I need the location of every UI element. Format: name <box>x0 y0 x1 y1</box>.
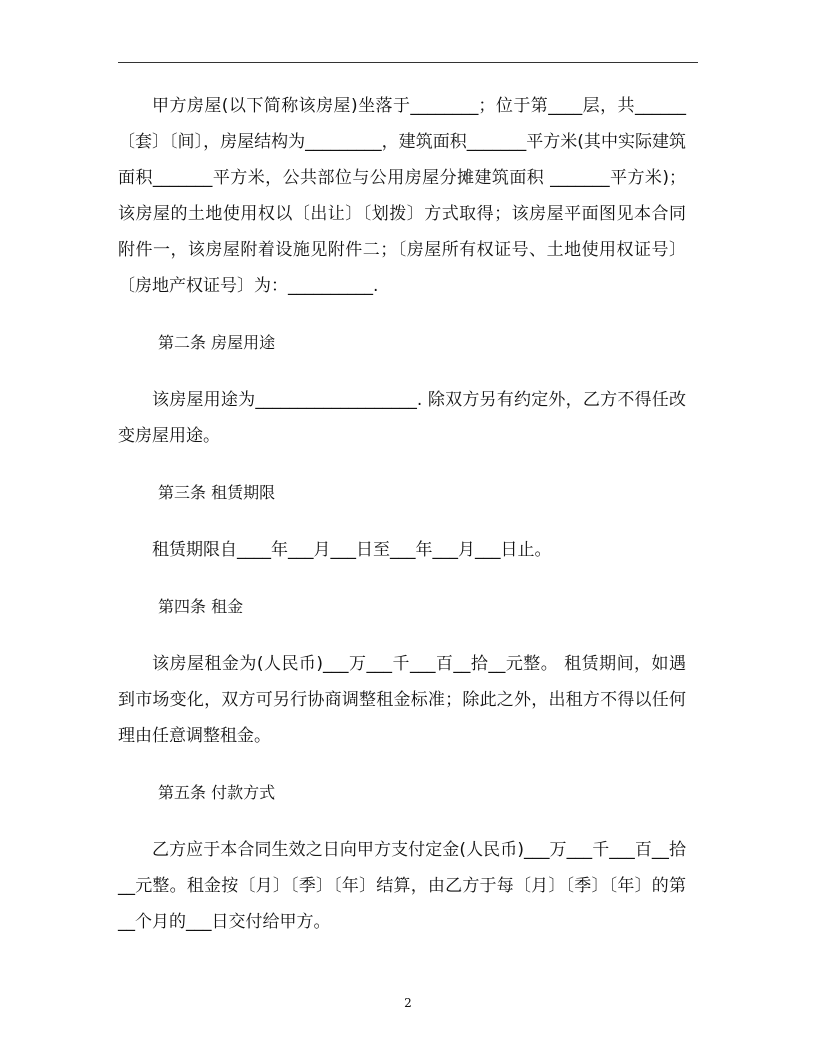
heading-article-3: 第三条 租赁期限 <box>158 483 276 502</box>
header-rule <box>118 62 698 63</box>
heading-article-5: 第五条 付款方式 <box>158 783 276 802</box>
heading-article-2: 第二条 房屋用途 <box>158 333 276 352</box>
paragraph-usage: 该房屋用途为___________________. 除双方另有约定外，乙方不得任改变房屋用途。 <box>118 390 686 446</box>
heading-article-4: 第四条 租金 <box>158 597 244 616</box>
page-number: 2 <box>404 996 412 1010</box>
paragraph-premises: 甲方房屋(以下简称该房屋)坐落于________；位于第____层，共______〔套〕〔间〕，房屋结构为_________，建筑面积_______平方米(其中实际建筑面积_______平方米，公共部位与公用房屋分摊建筑面积 _______平方米)；该房屋的土地使用权以〔出让〕〔划拨〕方式取得；该房屋平面图见本合同附件一，该房屋附着设施见附件二；〔房屋所有权证号、土地使用权证号〕〔房地产权证号〕为：__________. <box>118 96 686 296</box>
paragraph-lease-term: 租赁期限自____年___月___日至___年___月___日止。 <box>152 540 552 560</box>
paragraph-rent: 该房屋租金为(人民币)___万___千___百__拾__元整。 租赁期间，如遇到市场变化，双方可另行协商调整租金标准；除此之外，出租方不得以任何理由任意调整租金。 <box>118 654 686 746</box>
document-body <box>118 88 686 961</box>
paragraph-payment: 乙方应于本合同生效之日向甲方支付定金(人民币)___万___千___百__拾 __元整。租金按〔月〕〔季〕〔年〕结算，由乙方于每〔月〕〔季〕〔年〕的第__个月的___日交付给甲方。 <box>118 840 686 932</box>
